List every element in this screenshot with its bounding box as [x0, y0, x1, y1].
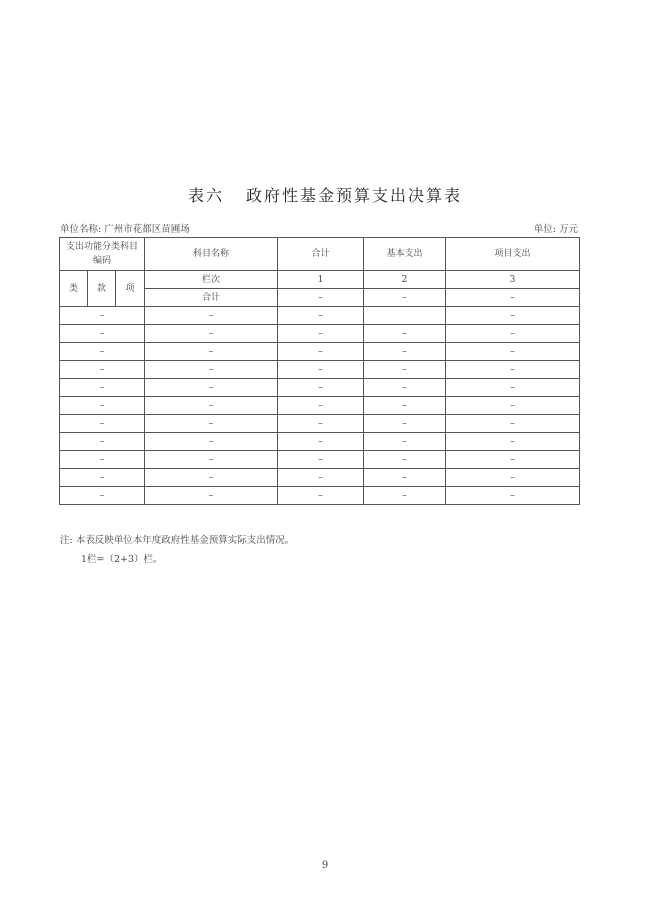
total-cell: –	[278, 487, 364, 505]
table-row	[60, 307, 580, 325]
name-cell: –	[145, 343, 278, 361]
code-cell: –	[60, 451, 145, 469]
table-row	[60, 343, 580, 361]
table-row	[60, 433, 580, 451]
fund-expenditure-table	[59, 237, 580, 505]
basic-cell: –	[364, 379, 446, 397]
name-cell: –	[145, 379, 278, 397]
total-cell: –	[278, 451, 364, 469]
basic-cell: –	[364, 361, 446, 379]
column-label-cell: 栏次	[145, 271, 278, 289]
total-cell: –	[278, 343, 364, 361]
name-cell: –	[145, 433, 278, 451]
basic-cell: –	[364, 397, 446, 415]
code-cell: –	[60, 487, 145, 505]
project-cell: –	[446, 343, 580, 361]
sum-label-cell: 合计	[145, 289, 278, 307]
column-number-3: 3	[446, 271, 580, 289]
total-cell: –	[278, 397, 364, 415]
project-cell: –	[446, 487, 580, 505]
name-cell: –	[145, 325, 278, 343]
name-cell: –	[145, 415, 278, 433]
table-row	[60, 397, 580, 415]
table-row	[60, 361, 580, 379]
project-cell: –	[446, 433, 580, 451]
total-cell: –	[278, 415, 364, 433]
code-cell: –	[60, 469, 145, 487]
code-cell: –	[60, 307, 145, 325]
basic-expenditure-header: 基本支出	[364, 238, 446, 271]
basic-cell: –	[364, 451, 446, 469]
basic-cell: –	[364, 415, 446, 433]
code-cell: –	[60, 397, 145, 415]
lei-header: 类	[60, 271, 88, 307]
code-cell: –	[60, 433, 145, 451]
code-cell: –	[60, 343, 145, 361]
classification-header: 支出功能分类科目编码	[60, 238, 145, 271]
unit-label: 单位: 万元	[533, 224, 578, 235]
column-number-1: 1	[278, 271, 364, 289]
kuan-header: 款	[88, 271, 116, 307]
subject-name-header: 科目名称	[145, 238, 278, 271]
table-row	[60, 325, 580, 343]
project-cell: –	[446, 397, 580, 415]
basic-cell: –	[364, 433, 446, 451]
name-cell: –	[145, 451, 278, 469]
unit-name-label: 单位名称: 广州市花都区苗圃场	[60, 224, 190, 235]
code-cell: –	[60, 361, 145, 379]
name-cell: –	[145, 469, 278, 487]
page-title	[0, 183, 650, 206]
xiang-header: 项	[116, 271, 145, 307]
table-row	[60, 379, 580, 397]
code-cell: –	[60, 379, 145, 397]
project-cell: –	[446, 451, 580, 469]
table-row	[60, 469, 580, 487]
table-row	[60, 487, 580, 505]
note-line-2: 1栏=（2+3）栏。	[81, 554, 163, 565]
table-row	[60, 415, 580, 433]
name-cell: –	[145, 487, 278, 505]
name-cell: –	[145, 397, 278, 415]
total-cell: –	[278, 361, 364, 379]
project-cell: –	[446, 415, 580, 433]
total-cell: –	[278, 325, 364, 343]
table-row	[60, 451, 580, 469]
total-header: 合计	[278, 238, 364, 271]
column-number-2: 2	[364, 271, 446, 289]
basic-cell	[364, 307, 446, 325]
project-expenditure-header: 项目支出	[446, 238, 580, 271]
name-cell: –	[145, 361, 278, 379]
total-cell: –	[278, 379, 364, 397]
page-number: 9	[321, 860, 329, 871]
total-cell: –	[278, 469, 364, 487]
basic-cell: –	[364, 487, 446, 505]
basic-cell: –	[364, 343, 446, 361]
total-cell: –	[278, 307, 364, 325]
project-cell: –	[446, 469, 580, 487]
name-cell: –	[145, 307, 278, 325]
sum-project-cell: –	[446, 289, 580, 307]
basic-cell: –	[364, 469, 446, 487]
project-cell: –	[446, 379, 580, 397]
basic-cell: –	[364, 325, 446, 343]
note-line-1: 注: 本表反映单位本年度政府性基金预算实际支出情况。	[60, 535, 295, 546]
code-cell: –	[60, 325, 145, 343]
sum-total-cell: –	[278, 289, 364, 307]
total-cell: –	[278, 433, 364, 451]
sum-basic-cell: –	[364, 289, 446, 307]
code-cell: –	[60, 415, 145, 433]
project-cell: –	[446, 307, 580, 325]
project-cell: –	[446, 325, 580, 343]
title-text: 政府性基金预算支出决算表	[246, 186, 463, 205]
project-cell: –	[446, 361, 580, 379]
title-prefix: 表六	[187, 186, 224, 205]
